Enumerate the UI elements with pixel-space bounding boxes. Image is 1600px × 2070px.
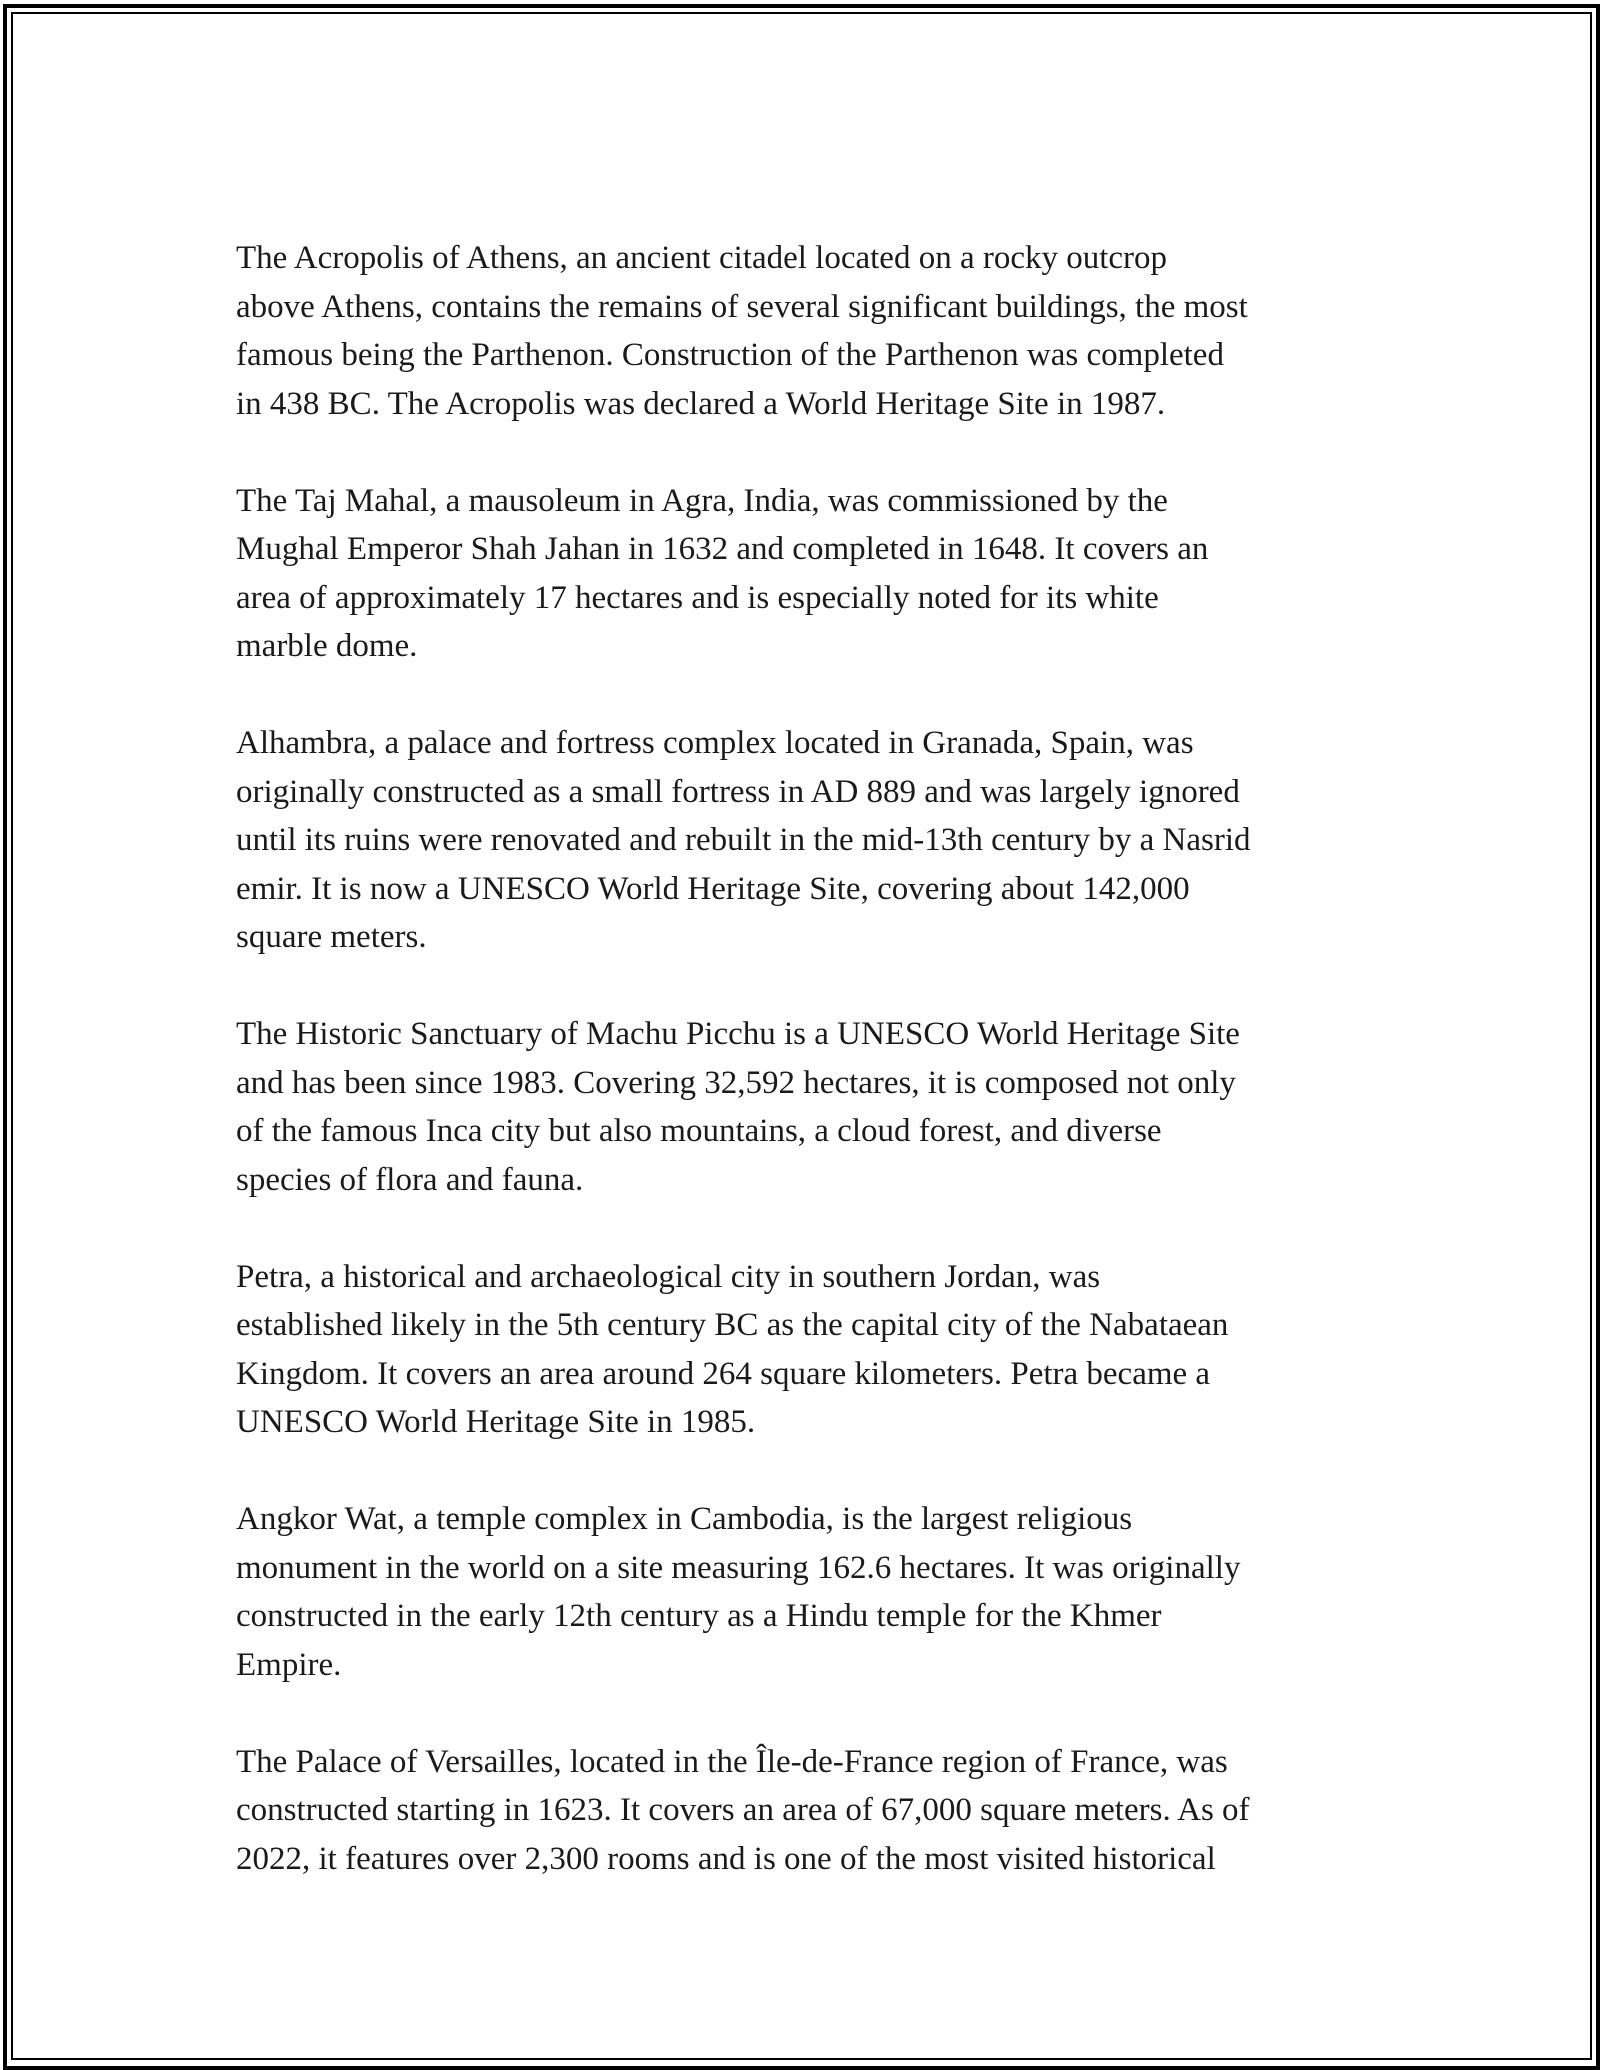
document-body (236, 234, 1376, 1932)
paragraph-petra: Petra, a historical and archaeological city in southern Jordan, was established likely in the 5th century BC as the capital city of the Nabataean Kingdom. It covers an area around 264 square kilometers. Petra became a UNESCO World Heritage Site in 1985. (236, 1258, 1229, 1440)
paragraph-versailles: The Palace of Versailles, located in the Île-de-France region of France, was constructed starting in 1623. It covers an area of 67,000 square meters. As of 2022, it features over 2,300 rooms and is one of the most visited historical (236, 1743, 1250, 1877)
paragraph-angkor-wat: Angkor Wat, a temple complex in Cambodia, is the largest religious monument in the world on a site measuring 162.6 hectares. It was originally constructed in the early 12th century as a Hindu temple for the Khmer Empire. (236, 1501, 1241, 1683)
paragraph-acropolis: The Acropolis of Athens, an ancient citadel located on a rocky outcrop above Athens, contains the remains of several significant buildings, the most famous being the Parthenon. Construction of the Parthenon was completed in 438 BC. The Acropolis was declared a World Heritage Site in 1987. (236, 240, 1248, 422)
paragraph-machu-picchu: The Historic Sanctuary of Machu Picchu is a UNESCO World Heritage Site and has been since 1983. Covering 32,592 hectares, it is composed not only of the famous Inca city but also mountains, a cloud forest, and diverse species of flora and fauna. (236, 1016, 1240, 1198)
paragraph-taj-mahal: The Taj Mahal, a mausoleum in Agra, India, was commissioned by the Mughal Emperor Shah Jahan in 1632 and completed in 1648. It covers an area of approximately 17 hectares and is especially noted for its white marble dome. (236, 482, 1209, 664)
paragraph-alhambra: Alhambra, a palace and fortress complex located in Granada, Spain, was originally constructed as a small fortress in AD 889 and was largely ignored until its ruins were renovated and rebuilt in the mid-13th century by a Nasrid emir. It is now a UNESCO World Heritage Site, covering about 142,000 square meters. (236, 725, 1251, 955)
